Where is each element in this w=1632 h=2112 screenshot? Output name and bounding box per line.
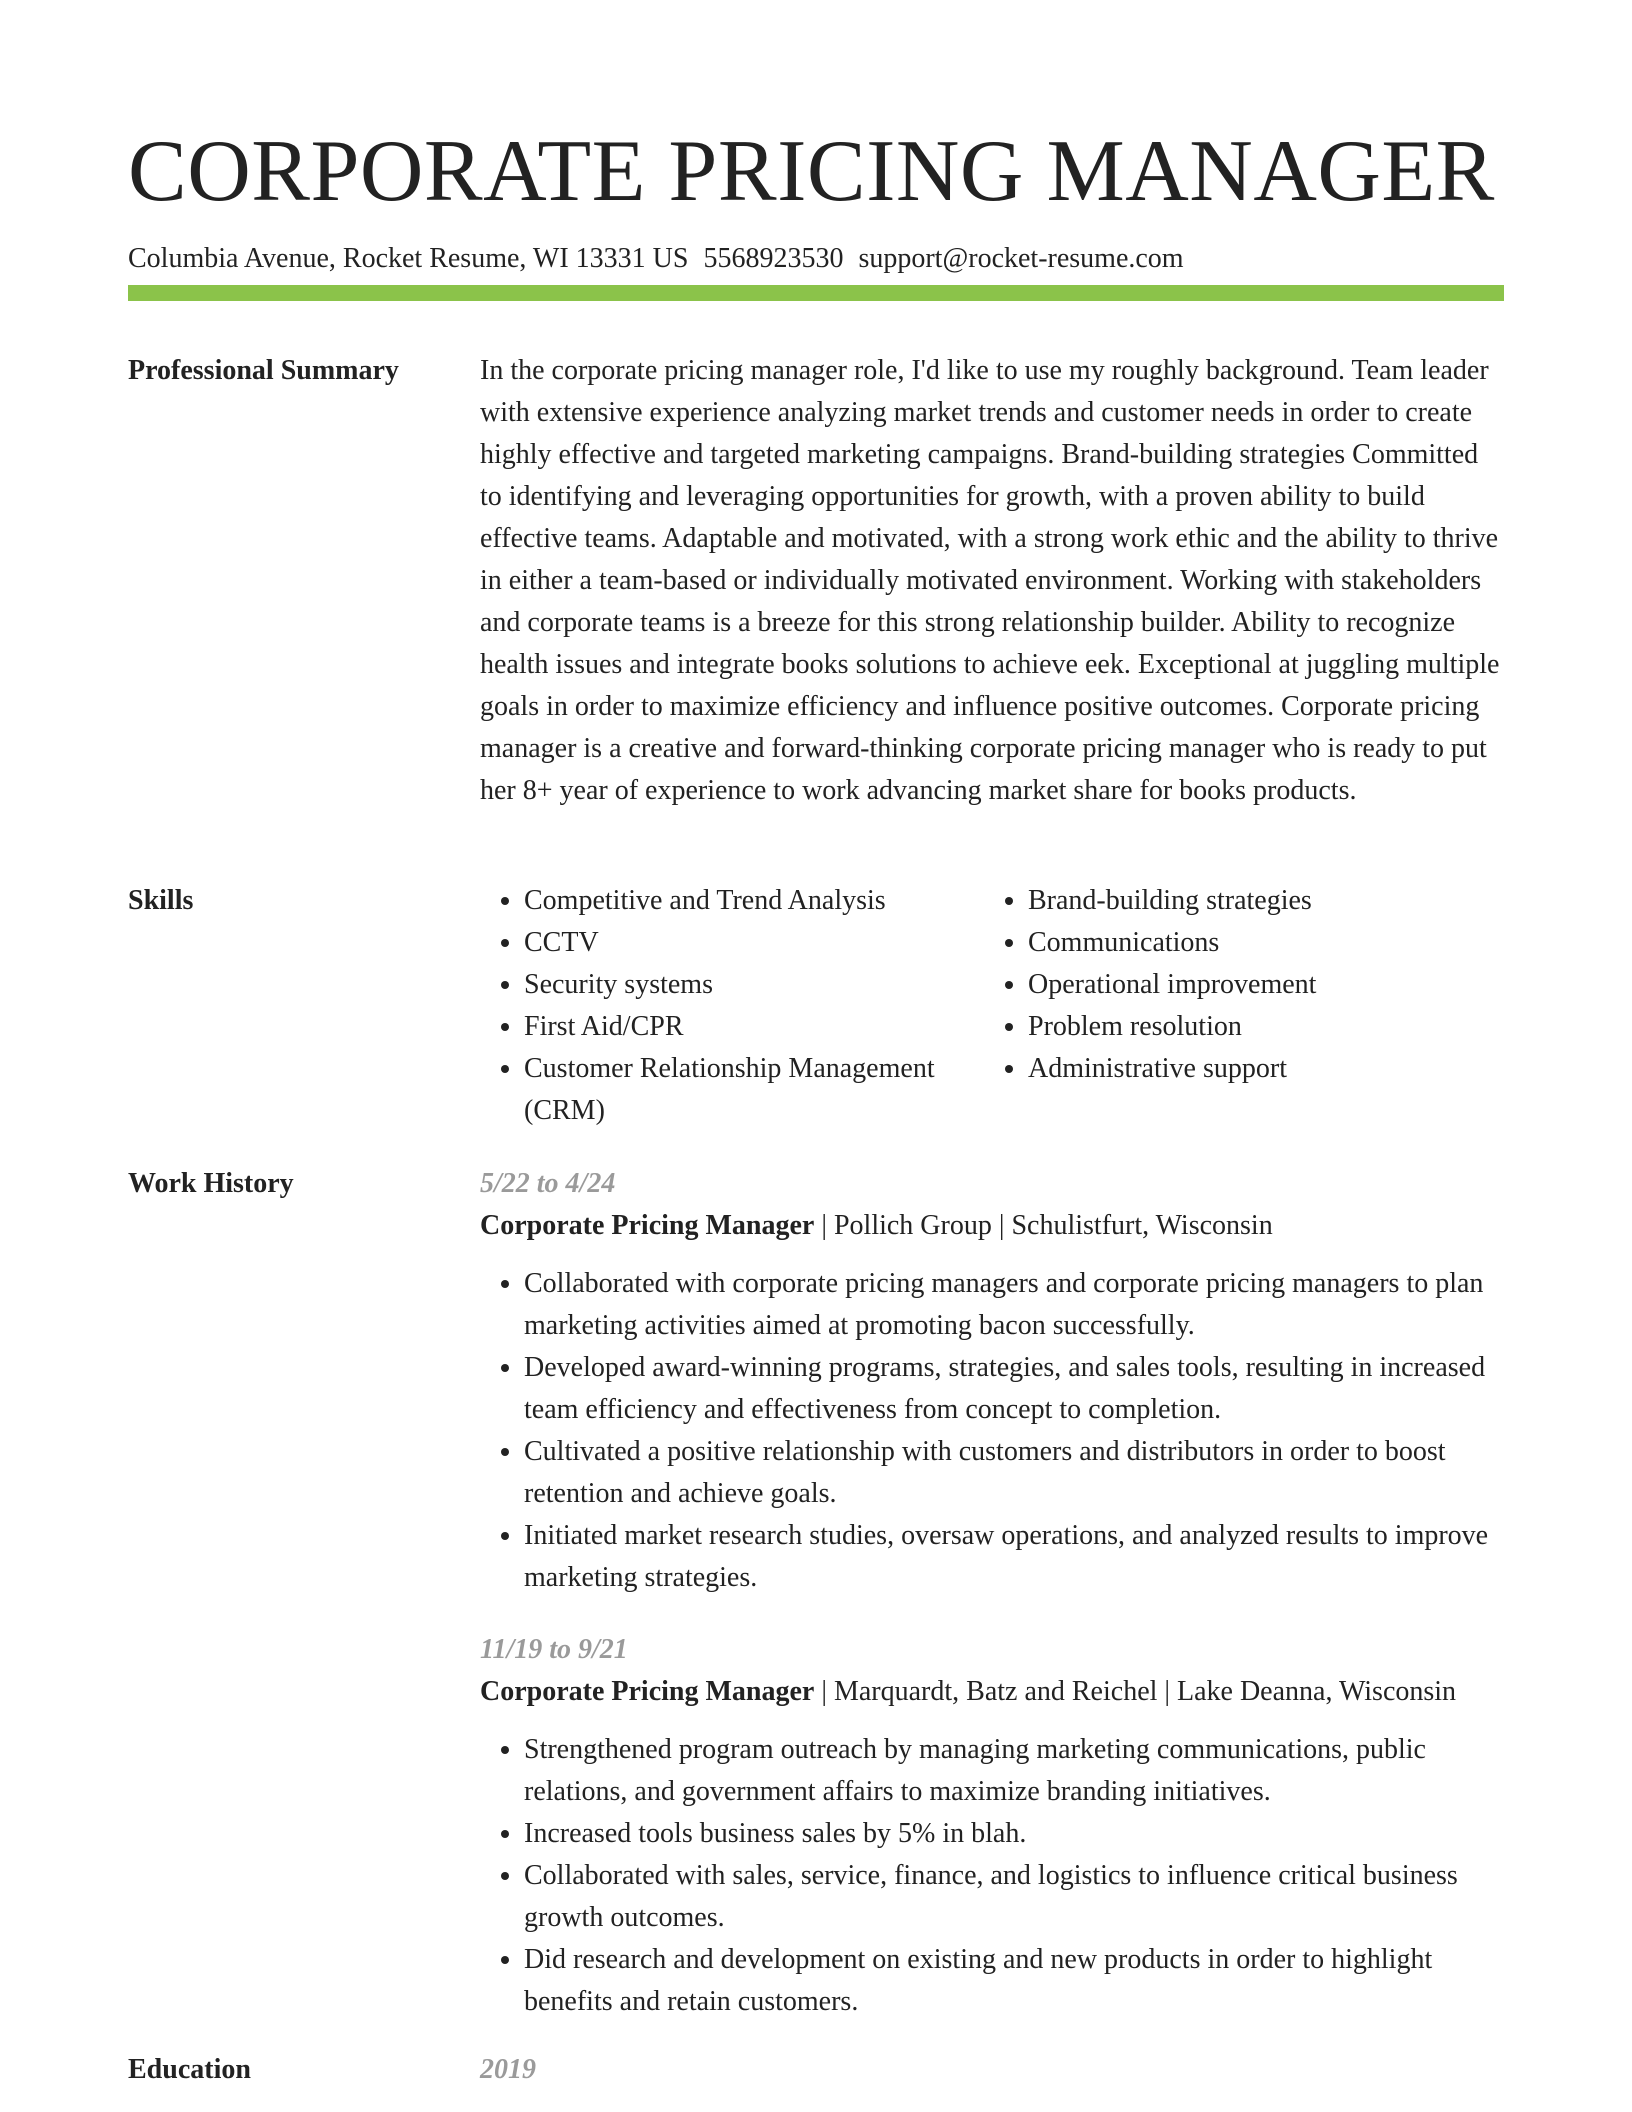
skill-item: • Competitive and Trend Analysis — [524, 880, 984, 922]
candidate-name: CORPORATE PRICING MANAGER — [128, 123, 1495, 220]
skills-list-left — [480, 880, 984, 1132]
contact-line — [128, 242, 1504, 276]
contact-email[interactable]: support@rocket-resume.com — [858, 243, 1184, 274]
job-dates: 5/22 to 4/24 — [480, 1168, 616, 1199]
job-details: | Marquardt, Batz and Reichel | Lake Deanna, Wisconsin — [814, 1676, 1457, 1707]
contact-address: Columbia Avenue, Rocket Resume, WI 13331 US — [128, 243, 689, 274]
job-bullet: • Developed award-winning programs, strategies, and sales tools, resulting in increased team efficiency and effectiveness from concept to completion. — [524, 1347, 1504, 1431]
job-bullet: • Did research and development on existing and new products in order to highlight benefits and retain customers. — [524, 1939, 1504, 2023]
skill-item: • Brand-building strategies — [1028, 880, 1488, 922]
accent-divider — [128, 285, 1504, 301]
job-dates: 11/19 to 9/21 — [480, 1634, 628, 1665]
summary-body — [480, 350, 1504, 812]
skill-item: • Customer Relationship Management (CRM) — [524, 1048, 984, 1132]
job-bullet: • Cultivated a positive relationship with customers and distributors in order to boost retention and achieve goals. — [524, 1431, 1504, 1515]
job-bullet: • Collaborated with corporate pricing managers and corporate pricing managers to plan marketing activities aimed at promoting bacon successfully. — [524, 1263, 1504, 1347]
summary-text: In the corporate pricing manager role, I'd like to use my roughly background. Team leader with extensive experience analyzing market trends and customer needs in order to create highly effective and targeted marketing campaigns. Brand-building strategies Committed to identifying and leveraging opportunities for growth, with a proven ability to build effective teams. Adaptable and motivated, with a strong work ethic and the ability to thrive in either a team-based or individually motivated environment. Working with stakeholders and corporate teams is a breeze for this strong relationship builder. Ability to recognize health issues and integrate books solutions to achieve eek. Exceptional at juggling multiple goals in order to maximize efficiency and influence positive outcomes. Corporate pricing manager is a creative and forward-thinking corporate pricing manager who is ready to put her 8+ year of experience to work advancing market share for books products. — [480, 355, 1500, 806]
resume-header — [128, 124, 1504, 276]
skill-item: • First Aid/CPR — [524, 1006, 984, 1048]
job-heading — [480, 1671, 1504, 1713]
job-heading — [480, 1205, 1504, 1247]
job-title: Corporate Pricing Manager — [480, 1210, 815, 1241]
skill-item: • Operational improvement — [1028, 964, 1488, 1006]
skill-item: • Communications — [1028, 922, 1488, 964]
job-entry — [480, 1163, 1504, 1599]
skills-heading: Skills — [128, 885, 194, 916]
job-bullets — [480, 1263, 1504, 1599]
job-bullet: • Initiated market research studies, oversaw operations, and analyzed results to improve marketing strategies. — [524, 1515, 1504, 1599]
job-bullet: • Increased tools business sales by 5% in blah. — [524, 1813, 1504, 1855]
skills-body — [480, 880, 1504, 1132]
job-title: Corporate Pricing Manager — [480, 1676, 815, 1707]
education-year: 2019 — [480, 2054, 536, 2085]
skills-columns — [480, 880, 1504, 1132]
skill-item: • Problem resolution — [1028, 1006, 1488, 1048]
education-heading: Education — [128, 2054, 251, 2085]
skill-item: • Security systems — [524, 964, 984, 1006]
job-bullet: • Strengthened program outreach by managing marketing communications, public relations, and government affairs to maximize branding initiatives. — [524, 1729, 1504, 1813]
skills-list-right — [984, 880, 1488, 1132]
job-entry — [480, 1629, 1504, 2023]
job-bullets — [480, 1729, 1504, 2023]
education-body — [480, 2049, 1504, 2091]
skill-item: • Administrative support — [1028, 1048, 1488, 1090]
contact-phone: 5568923530 — [703, 243, 844, 274]
summary-heading: Professional Summary — [128, 355, 399, 386]
work-history-heading: Work History — [128, 1168, 294, 1199]
work-history-body — [480, 1163, 1504, 2023]
job-details: | Pollich Group | Schulistfurt, Wisconsin — [814, 1210, 1273, 1241]
skill-item: • CCTV — [524, 922, 984, 964]
job-bullet: • Collaborated with sales, service, finance, and logistics to influence critical business growth outcomes. — [524, 1855, 1504, 1939]
